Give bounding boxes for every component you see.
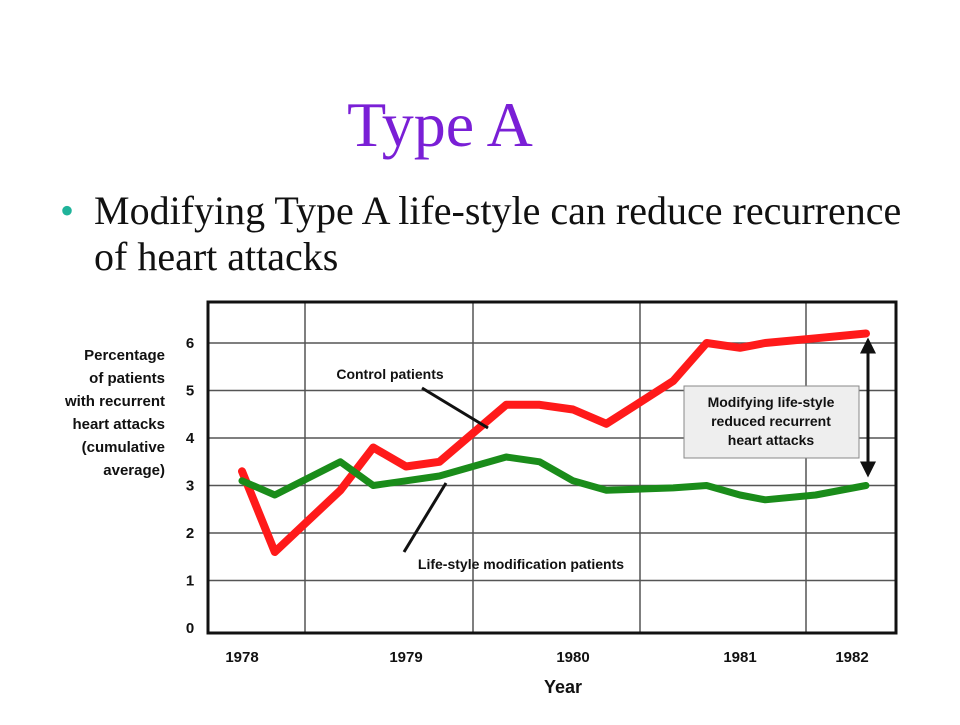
arrow-head-up <box>860 338 876 354</box>
callout-text-line: Modifying life-style <box>707 394 835 410</box>
x-tick-label: 1981 <box>723 649 757 666</box>
difference-arrow-icon <box>860 338 876 478</box>
y-tick-label: 4 <box>185 430 195 447</box>
y-axis-label-line: Percentage <box>84 347 165 364</box>
y-axis-ticks <box>186 335 195 637</box>
lifestyle-patients-pointer <box>404 483 446 552</box>
x-tick-label: 1979 <box>389 649 423 666</box>
slide-title: Type A <box>347 89 533 160</box>
callout-text-line: reduced recurrent <box>711 413 831 429</box>
lifestyle-patients-label: Life-style modification patients <box>417 556 625 572</box>
y-axis-label-line: (cumulative <box>81 439 165 456</box>
arrow-head-down <box>860 462 876 478</box>
callout-text-line: heart attacks <box>727 432 815 448</box>
y-tick-label: 2 <box>185 525 195 542</box>
y-axis-label-line: of patients <box>89 370 165 387</box>
x-tick-label: 1980 <box>556 649 590 666</box>
y-tick-label: 1 <box>185 572 195 590</box>
y-tick-label: 0 <box>185 620 195 637</box>
bullet-text: Modifying Type A life-style can reduce recurrence of heart attacks <box>94 188 902 279</box>
recurrence-line-chart <box>0 290 960 720</box>
chart-container <box>0 290 960 720</box>
y-axis-label-line: with recurrent <box>64 393 165 410</box>
control-patients-pointer <box>422 388 488 428</box>
x-tick-label: 1978 <box>225 649 259 666</box>
x-tick-label: 1982 <box>835 649 869 666</box>
y-axis-label <box>64 347 165 479</box>
x-axis-ticks <box>225 649 868 666</box>
control-patients-label: Control patients <box>336 366 444 382</box>
y-axis-label-line: heart attacks <box>72 416 165 433</box>
y-tick-label: 5 <box>185 382 195 400</box>
bullet-dot-icon: • <box>60 188 75 233</box>
y-axis-label-line: average) <box>103 462 165 479</box>
y-tick-label: 6 <box>185 335 195 352</box>
x-axis-label: Year <box>543 677 583 697</box>
y-tick-label: 3 <box>185 477 195 495</box>
